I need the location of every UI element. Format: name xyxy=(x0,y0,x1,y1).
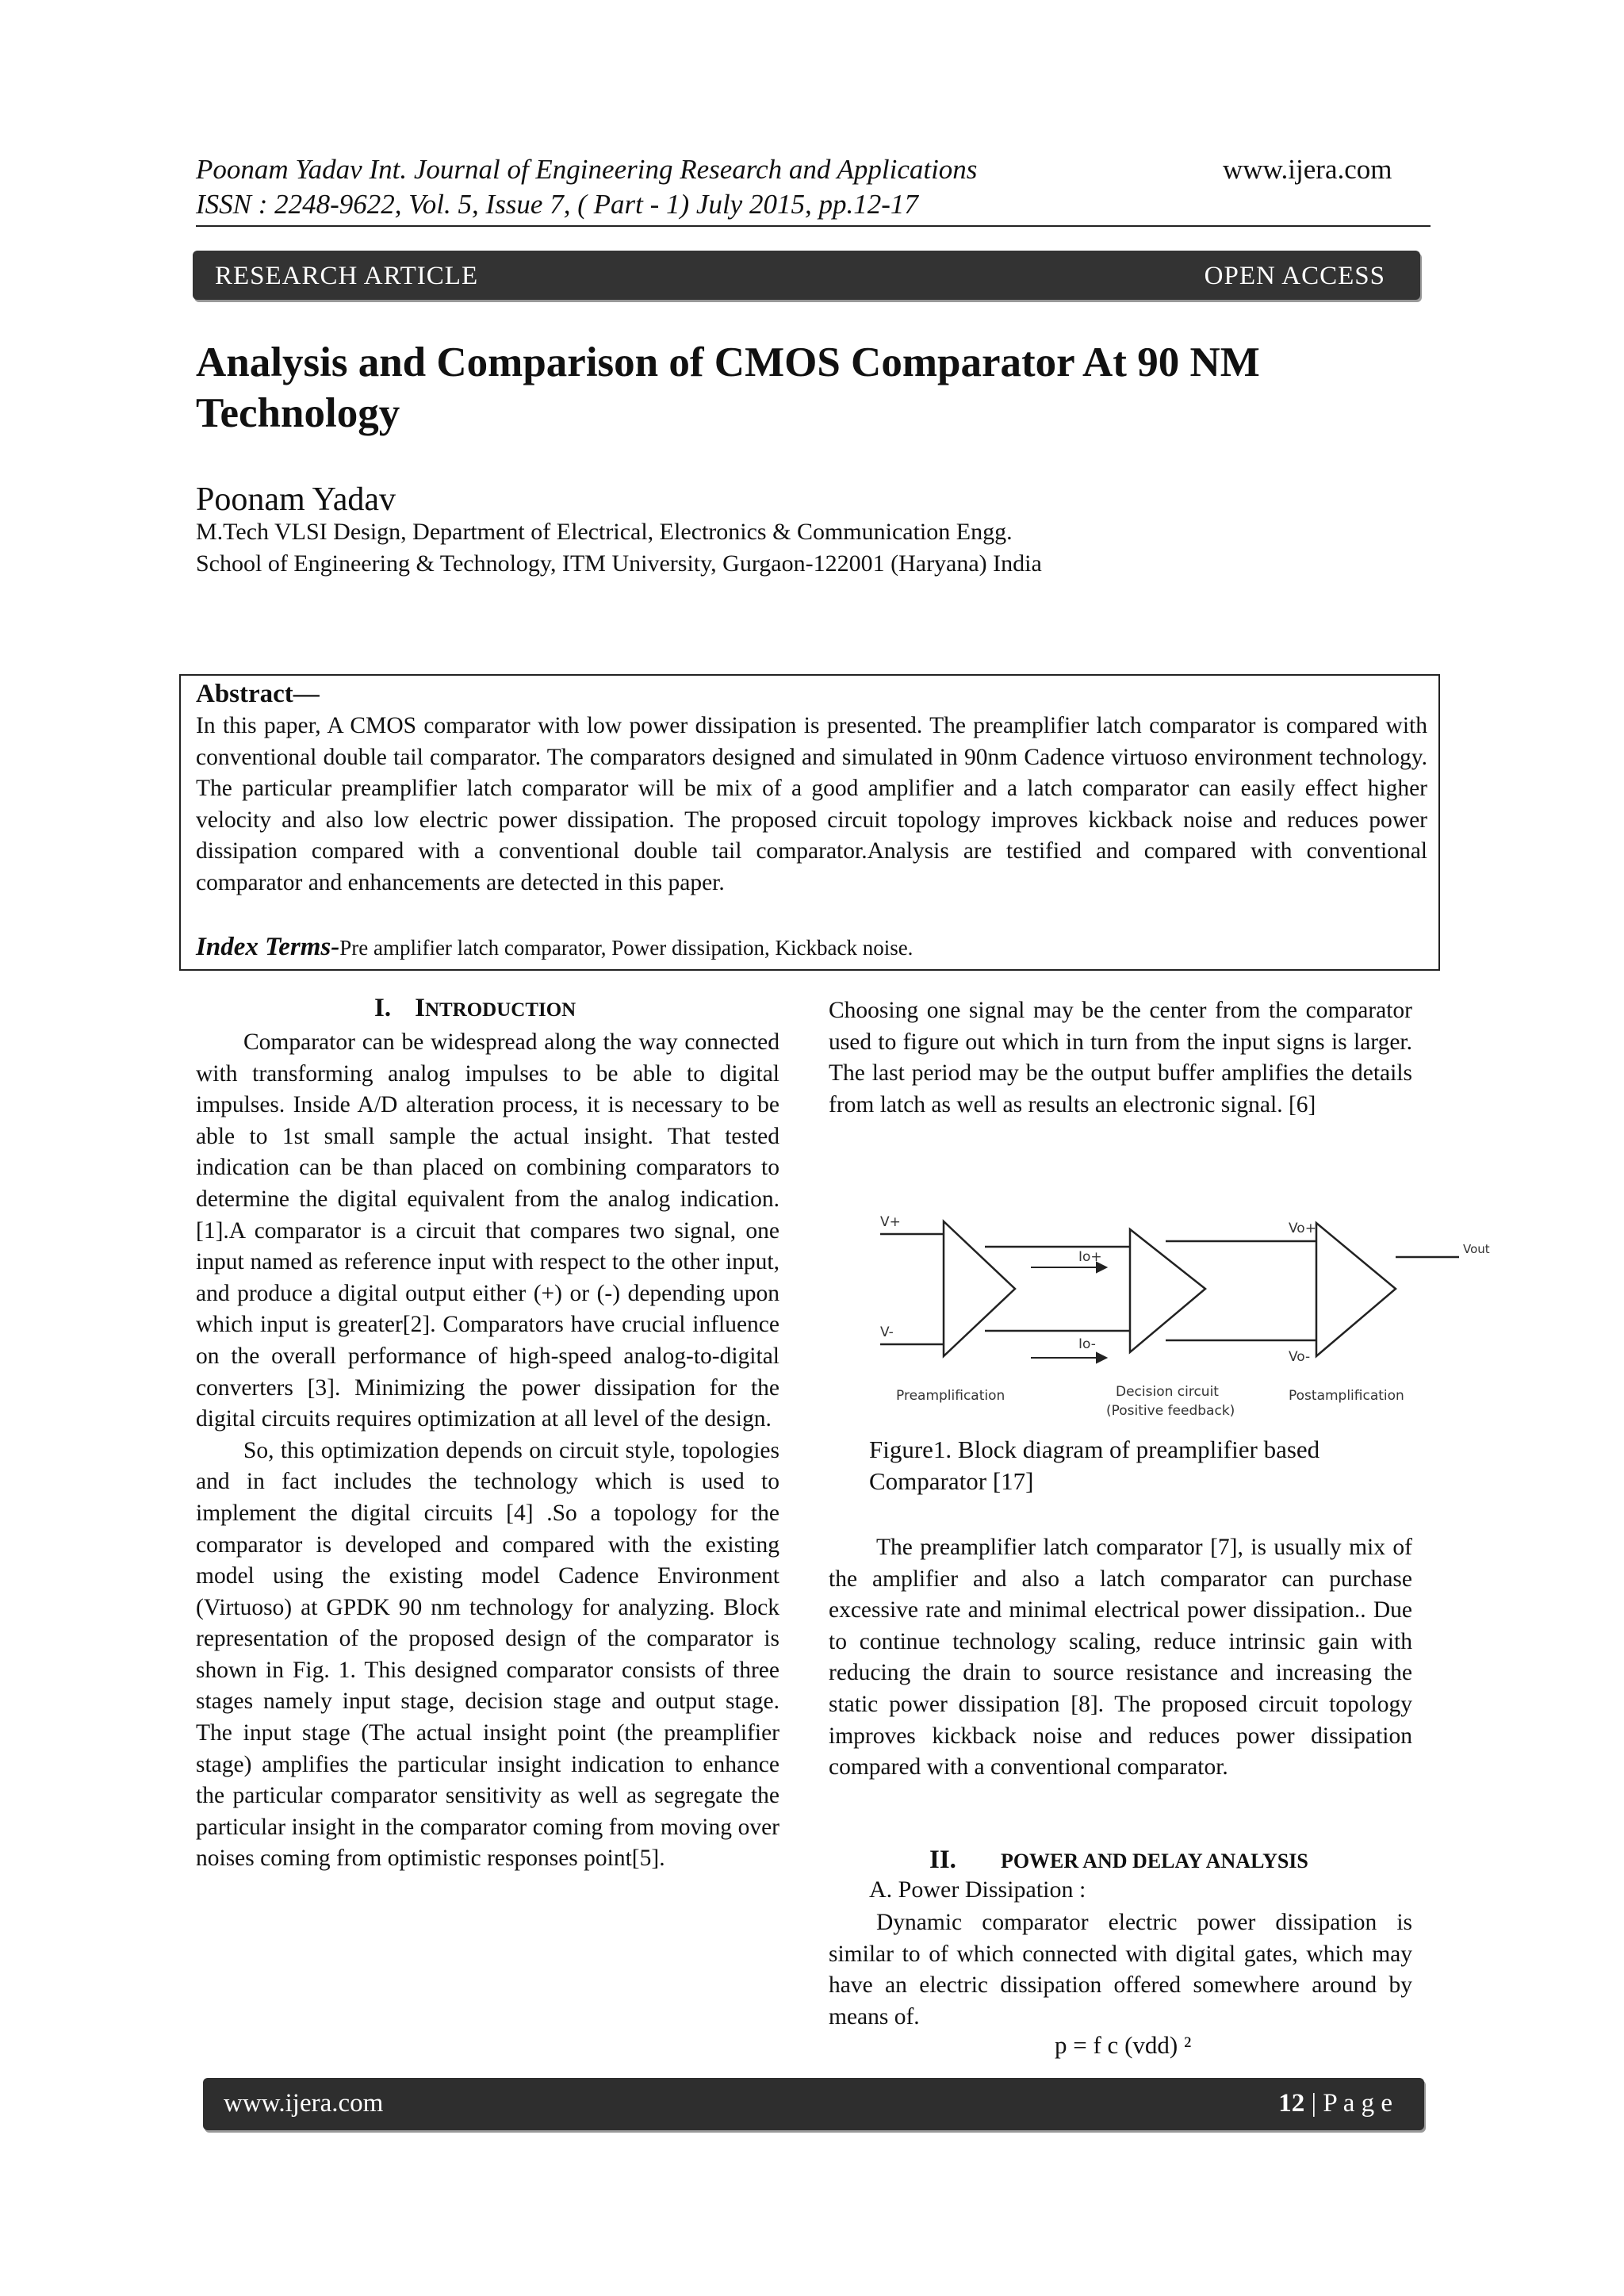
footer-website[interactable]: www.ijera.com xyxy=(224,2089,384,2118)
preamplifier-triangle xyxy=(944,1221,1015,1356)
power-equation: p = f c (vdd) ² xyxy=(1055,2031,1192,2059)
section-2-title: POWER AND DELAY ANALYSIS xyxy=(1000,1849,1308,1872)
author-name: Poonam Yadav xyxy=(196,481,396,518)
io-minus-label: Io- xyxy=(1078,1336,1096,1352)
block-diagram-figure xyxy=(876,1205,1495,1435)
power-dissipation-paragraph: Dynamic comparator electric power dissipation is similar to of which connected with digital gates, which may have an electric dissipation offered somewhere around by means of. xyxy=(829,1910,1412,2030)
abstract-text: In this paper, A CMOS comparator with low power dissipation is presented. The preamplifier latch comparator is compared with conventional double tail comparator. The comparators designed and simulated in 90nm Cadence virtuoso environment technology. The particular preamplifier latch comparator will be mix of a good amplifier and a latch comparator can easily effect higher velocity and also low electric power dissipation. The proposed circuit topology improves kickback noise and reduces power dissipation compared with a conventional double tail comparator.Analysis are testified and compared with conventional comparator and enhancements are detected in this paper. xyxy=(196,713,1427,895)
header-rule xyxy=(196,225,1431,227)
postamplification-label: Postamplification xyxy=(1289,1388,1404,1404)
open-access-label: OPEN ACCESS xyxy=(1204,262,1385,290)
figure-caption xyxy=(869,1434,1320,1497)
vo-minus-label: Vo- xyxy=(1289,1349,1311,1365)
affiliation-line-1: M.Tech VLSI Design, Department of Electrical, Electronics & Communication Engg. xyxy=(196,519,1013,545)
abstract-heading: Abstract— xyxy=(196,680,320,708)
journal-title-line: Poonam Yadav Int. Journal of Engineering Research and Applications xyxy=(196,154,978,185)
index-terms-label: Index Terms- xyxy=(196,933,340,961)
research-article-label: RESEARCH ARTICLE xyxy=(215,262,479,290)
index-terms xyxy=(196,933,913,962)
article-type-banner xyxy=(193,251,1420,300)
section-2-heading xyxy=(929,1846,1308,1875)
paper-title xyxy=(196,337,1427,439)
section-1-title-initial: I xyxy=(415,994,425,1022)
vo-plus-label: Vo+ xyxy=(1289,1221,1316,1236)
positive-feedback-label: (Positive feedback) xyxy=(1106,1403,1235,1419)
page-label: | P a g e xyxy=(1311,2089,1392,2118)
section-1-heading xyxy=(374,994,576,1023)
footer-page-indicator xyxy=(1278,2089,1392,2118)
title-line-1: Analysis and Comparison of CMOS Comparator At 90 NM xyxy=(196,339,1260,385)
io-minus-arrowhead xyxy=(1097,1353,1106,1363)
intro-paragraph-2: So, this optimization depends on circuit style, topologies and in fact includes the technology which is used to implement the digital circuits [4] .So a topology for the comparator is developed and compared with the existing model using the existing model Cadence Environment (Virtuoso) at GPDK 90 nm technology for analyzing. Block representation of the proposed design of the comparator is shown in Fig. 1. This designed comparator consists of three stages namely input stage, decision stage and output stage. The input stage (The actual insight point (the preamplifier stage) amplifies the particular insight indication to enhance the particular comparator sensitivity as well as segregate the particular insight in the comparator coming from moving over noises coming from optimistic responses point[5]. xyxy=(196,1437,779,1872)
figure-caption-line-1: Figure1. Block diagram of preamplifier based xyxy=(869,1435,1320,1463)
vminus-label: V- xyxy=(880,1324,894,1340)
postamplifier-triangle xyxy=(1316,1223,1396,1356)
right-column-middle xyxy=(829,1532,1412,1784)
page-footer xyxy=(203,2078,1424,2130)
vout-label: Vout xyxy=(1463,1242,1490,1256)
right-column-bottom xyxy=(829,1907,1412,2033)
left-column xyxy=(196,1027,779,1875)
intro-paragraph-1: Comparator can be widespread along the way connected with transforming analog impulses to be able to digital impulses. Inside A/D alteration process, it is necessary to be able to 1st small sample the actual insight. That tested indication can be than placed on combining comparators to determine the digital equivalent from the analog indication. [1].A comparator is a circuit that compares two signal, one input named as reference input with respect to the other input, and produce a digital output either (+) or (-) depending upon which input is greater[2]. Comparators have crucial influence on the overall performance of high-speed analog-to-digital converters [3]. Minimizing the power dissipation for the digital circuits requires optimization at all level of the design. xyxy=(196,1029,779,1432)
subsection-a-heading: A. Power Dissipation : xyxy=(869,1876,1086,1903)
io-plus-label: Io+ xyxy=(1078,1249,1102,1265)
figure-caption-line-2: Comparator [17] xyxy=(869,1467,1034,1495)
preamp-latch-paragraph: The preamplifier latch comparator [7], is usually mix of the amplifier and also a latch comparator can purchase excessive rate and minimal electrical power dissipation.. Due to continue technology scaling, reduce intrinsic gain with reducing the drain to source resistance and increasing the static power dissipation [8]. The proposed circuit topology improves kickback noise and reduces power dissipation compared with a conventional comparator. xyxy=(829,1535,1412,1780)
section-1-number: I. xyxy=(374,994,392,1022)
intro-paragraph-3: Choosing one signal may be the center from the comparator used to figure out which in turn from the input signs is larger. The last period may be the output buffer amplifies the details from latch as well as results an electronic signal. [6] xyxy=(829,998,1412,1117)
title-line-2: Technology xyxy=(196,390,400,436)
right-column-top xyxy=(829,995,1412,1121)
section-1-title-rest: NTRODUCTION xyxy=(424,999,576,1021)
issn-line: ISSN : 2248-9622, Vol. 5, Issue 7, ( Part - 1) July 2015, pp.12-17 xyxy=(196,189,918,220)
decision-circuit-triangle xyxy=(1130,1229,1205,1352)
page-number: 12 xyxy=(1278,2089,1305,2118)
index-terms-value: Pre amplifier latch comparator, Power dissipation, Kickback noise. xyxy=(339,936,914,960)
vplus-label: V+ xyxy=(880,1214,901,1230)
affiliation-line-2: School of Engineering & Technology, ITM University, Gurgaon-122001 (Haryana) India xyxy=(196,550,1042,577)
decision-circuit-label: Decision circuit xyxy=(1116,1384,1219,1400)
preamplification-label: Preamplification xyxy=(896,1388,1005,1404)
journal-website[interactable]: www.ijera.com xyxy=(1223,154,1392,185)
section-2-number: II. xyxy=(929,1846,956,1874)
